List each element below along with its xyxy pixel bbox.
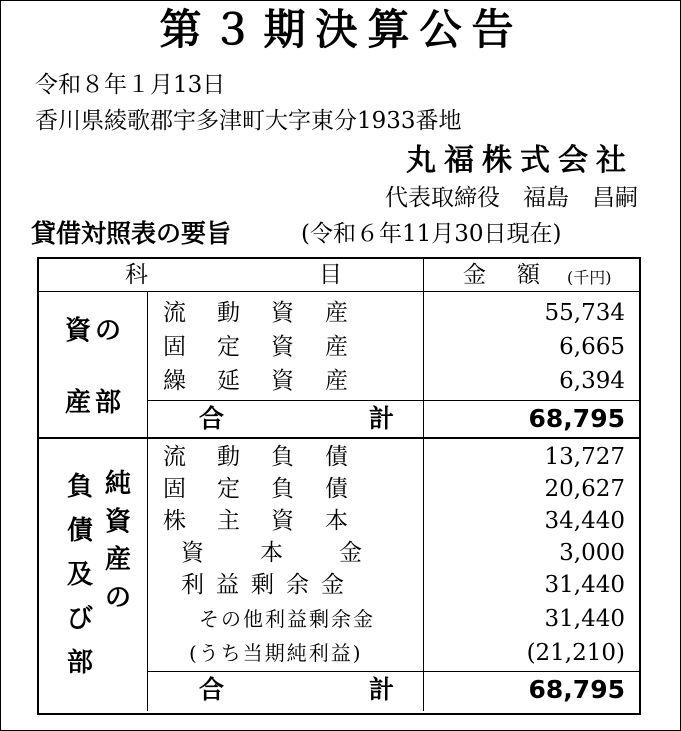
liabilities-total-value: 68,795 — [528, 675, 625, 704]
liabilities-total-label-left: 合 — [199, 675, 225, 704]
equity-value-net-income: (21,210) — [526, 640, 625, 666]
equity-label-other-retained: その他利益剰余金 — [199, 607, 375, 631]
balance-sheet-heading: 貸借対照表の要旨 — [31, 219, 232, 248]
column-subject-left: 科 — [125, 262, 148, 288]
assets-section-label-top: 資の — [65, 316, 126, 346]
notice-date: 令和８年１月13日 — [35, 72, 226, 98]
section-label-divider — [147, 291, 148, 711]
company-address: 香川県綾歌郡宇多津町大字東分1933番地 — [35, 108, 462, 134]
liabilities-total-label-right: 計 — [369, 675, 395, 704]
liability-label-fixed: 固定負債 — [163, 476, 379, 502]
equity-label-capital: 資本金 — [181, 540, 418, 566]
asset-label-deferred: 繰延資産 — [163, 368, 379, 394]
liability-label-current: 流動負債 — [163, 444, 379, 470]
liabilities-total-rule — [147, 671, 639, 672]
section-rule — [39, 437, 639, 439]
assets-total-label-left: 合 — [199, 404, 225, 433]
equity-value-shareholders: 34,440 — [544, 508, 625, 534]
equity-label-retained: 利益剰余金 — [181, 572, 356, 598]
asset-value-fixed: 6,665 — [559, 334, 625, 360]
assets-section-label-bottom: 産部 — [65, 388, 126, 418]
assets-total-label-right: 計 — [369, 404, 395, 433]
liability-value-fixed: 20,627 — [544, 476, 625, 502]
balance-sheet-period: (令和６年11月30日現在) — [301, 221, 562, 247]
asset-value-deferred: 6,394 — [559, 368, 625, 394]
representative: 代表取締役 福島 昌嗣 — [385, 185, 638, 211]
equity-value-other-retained: 31,440 — [544, 606, 625, 632]
liabilities-section-label-col1: 負債及び部 — [66, 472, 93, 678]
company-name: 丸福株式会社 — [406, 143, 634, 178]
balance-sheet-table — [37, 257, 641, 715]
asset-label-fixed: 固定資産 — [163, 334, 379, 360]
liabilities-section-label-col2: 純資産の — [104, 469, 131, 613]
asset-value-current: 55,734 — [544, 300, 625, 326]
header-rule — [39, 291, 639, 292]
notice-title: 第３期決算公告 — [159, 5, 524, 54]
equity-value-capital: 3,000 — [559, 540, 625, 566]
assets-total-value: 68,795 — [528, 404, 625, 433]
asset-label-current: 流動資産 — [163, 300, 379, 326]
equity-label-net-income: (うち当期純利益) — [189, 641, 363, 665]
column-subject-right: 目 — [319, 262, 342, 288]
column-unit: (千円) — [567, 268, 612, 287]
column-amount: 金 額 — [463, 262, 544, 288]
assets-total-rule — [147, 400, 639, 401]
equity-label-shareholders: 株主資本 — [163, 508, 379, 534]
liability-value-current: 13,727 — [544, 444, 625, 470]
equity-value-retained: 31,440 — [544, 572, 625, 598]
